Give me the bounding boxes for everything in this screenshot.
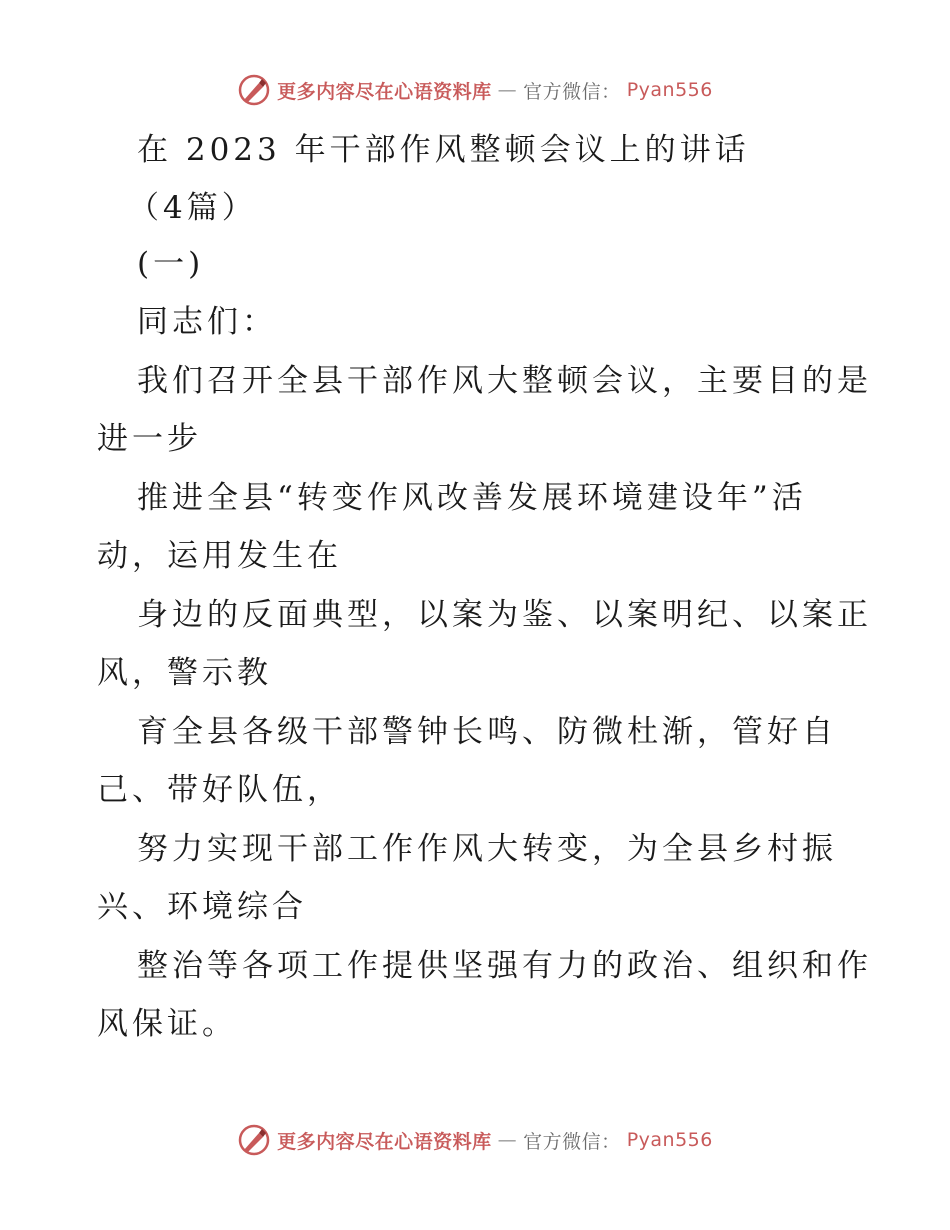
watermark-dash: — [497,79,518,101]
document-subtitle: （4篇） [128,190,257,226]
pen-logo-icon [237,1123,271,1157]
watermark-label: 官方微信： [523,1130,621,1153]
paragraph-line: 我们召开全县干部作风大整顿会议，主要目的是 [137,363,872,399]
paragraph-line: 己、带好队伍， [97,772,342,808]
watermark-main-text: 更多内容尽在心语资料库 [277,80,492,103]
paragraph-line: 风，警示教 [97,655,272,691]
paragraph-line: 努力实现干部工作作风大转变，为全县乡村振 [137,831,837,867]
salutation: 同志们： [137,304,277,340]
paragraph-line: 动，运用发生在 [97,538,342,574]
watermark-label: 官方微信： [523,80,621,103]
paragraph-line: 推进全县“转变作风改善发展环境建设年”活 [137,480,807,516]
section-heading: (一) [137,246,205,282]
watermark-wechat-id: Pyan556 [626,79,713,101]
paragraph-line: 风保证。 [97,1006,237,1042]
paragraph-line: 进一步 [97,421,202,457]
header-watermark [0,70,950,110]
footer-watermark [0,1120,950,1160]
paragraph-line: 育全县各级干部警钟长鸣、防微杜渐，管好自 [137,714,837,750]
watermark-group [237,73,713,107]
pen-logo-icon [237,73,271,107]
paragraph-line: 身边的反面典型，以案为鉴、以案明纪、以案正 [137,597,872,633]
watermark-group [237,1123,713,1157]
paragraph-line: 兴、环境综合 [97,889,307,925]
paragraph-line: 整治等各项工作提供坚强有力的政治、组织和作 [137,948,872,984]
document-title: 在 2023 年干部作风整顿会议上的讲话 [137,132,750,168]
watermark-main-text: 更多内容尽在心语资料库 [277,1130,492,1153]
watermark-dash: — [497,1129,518,1151]
watermark-wechat-id: Pyan556 [626,1129,713,1151]
